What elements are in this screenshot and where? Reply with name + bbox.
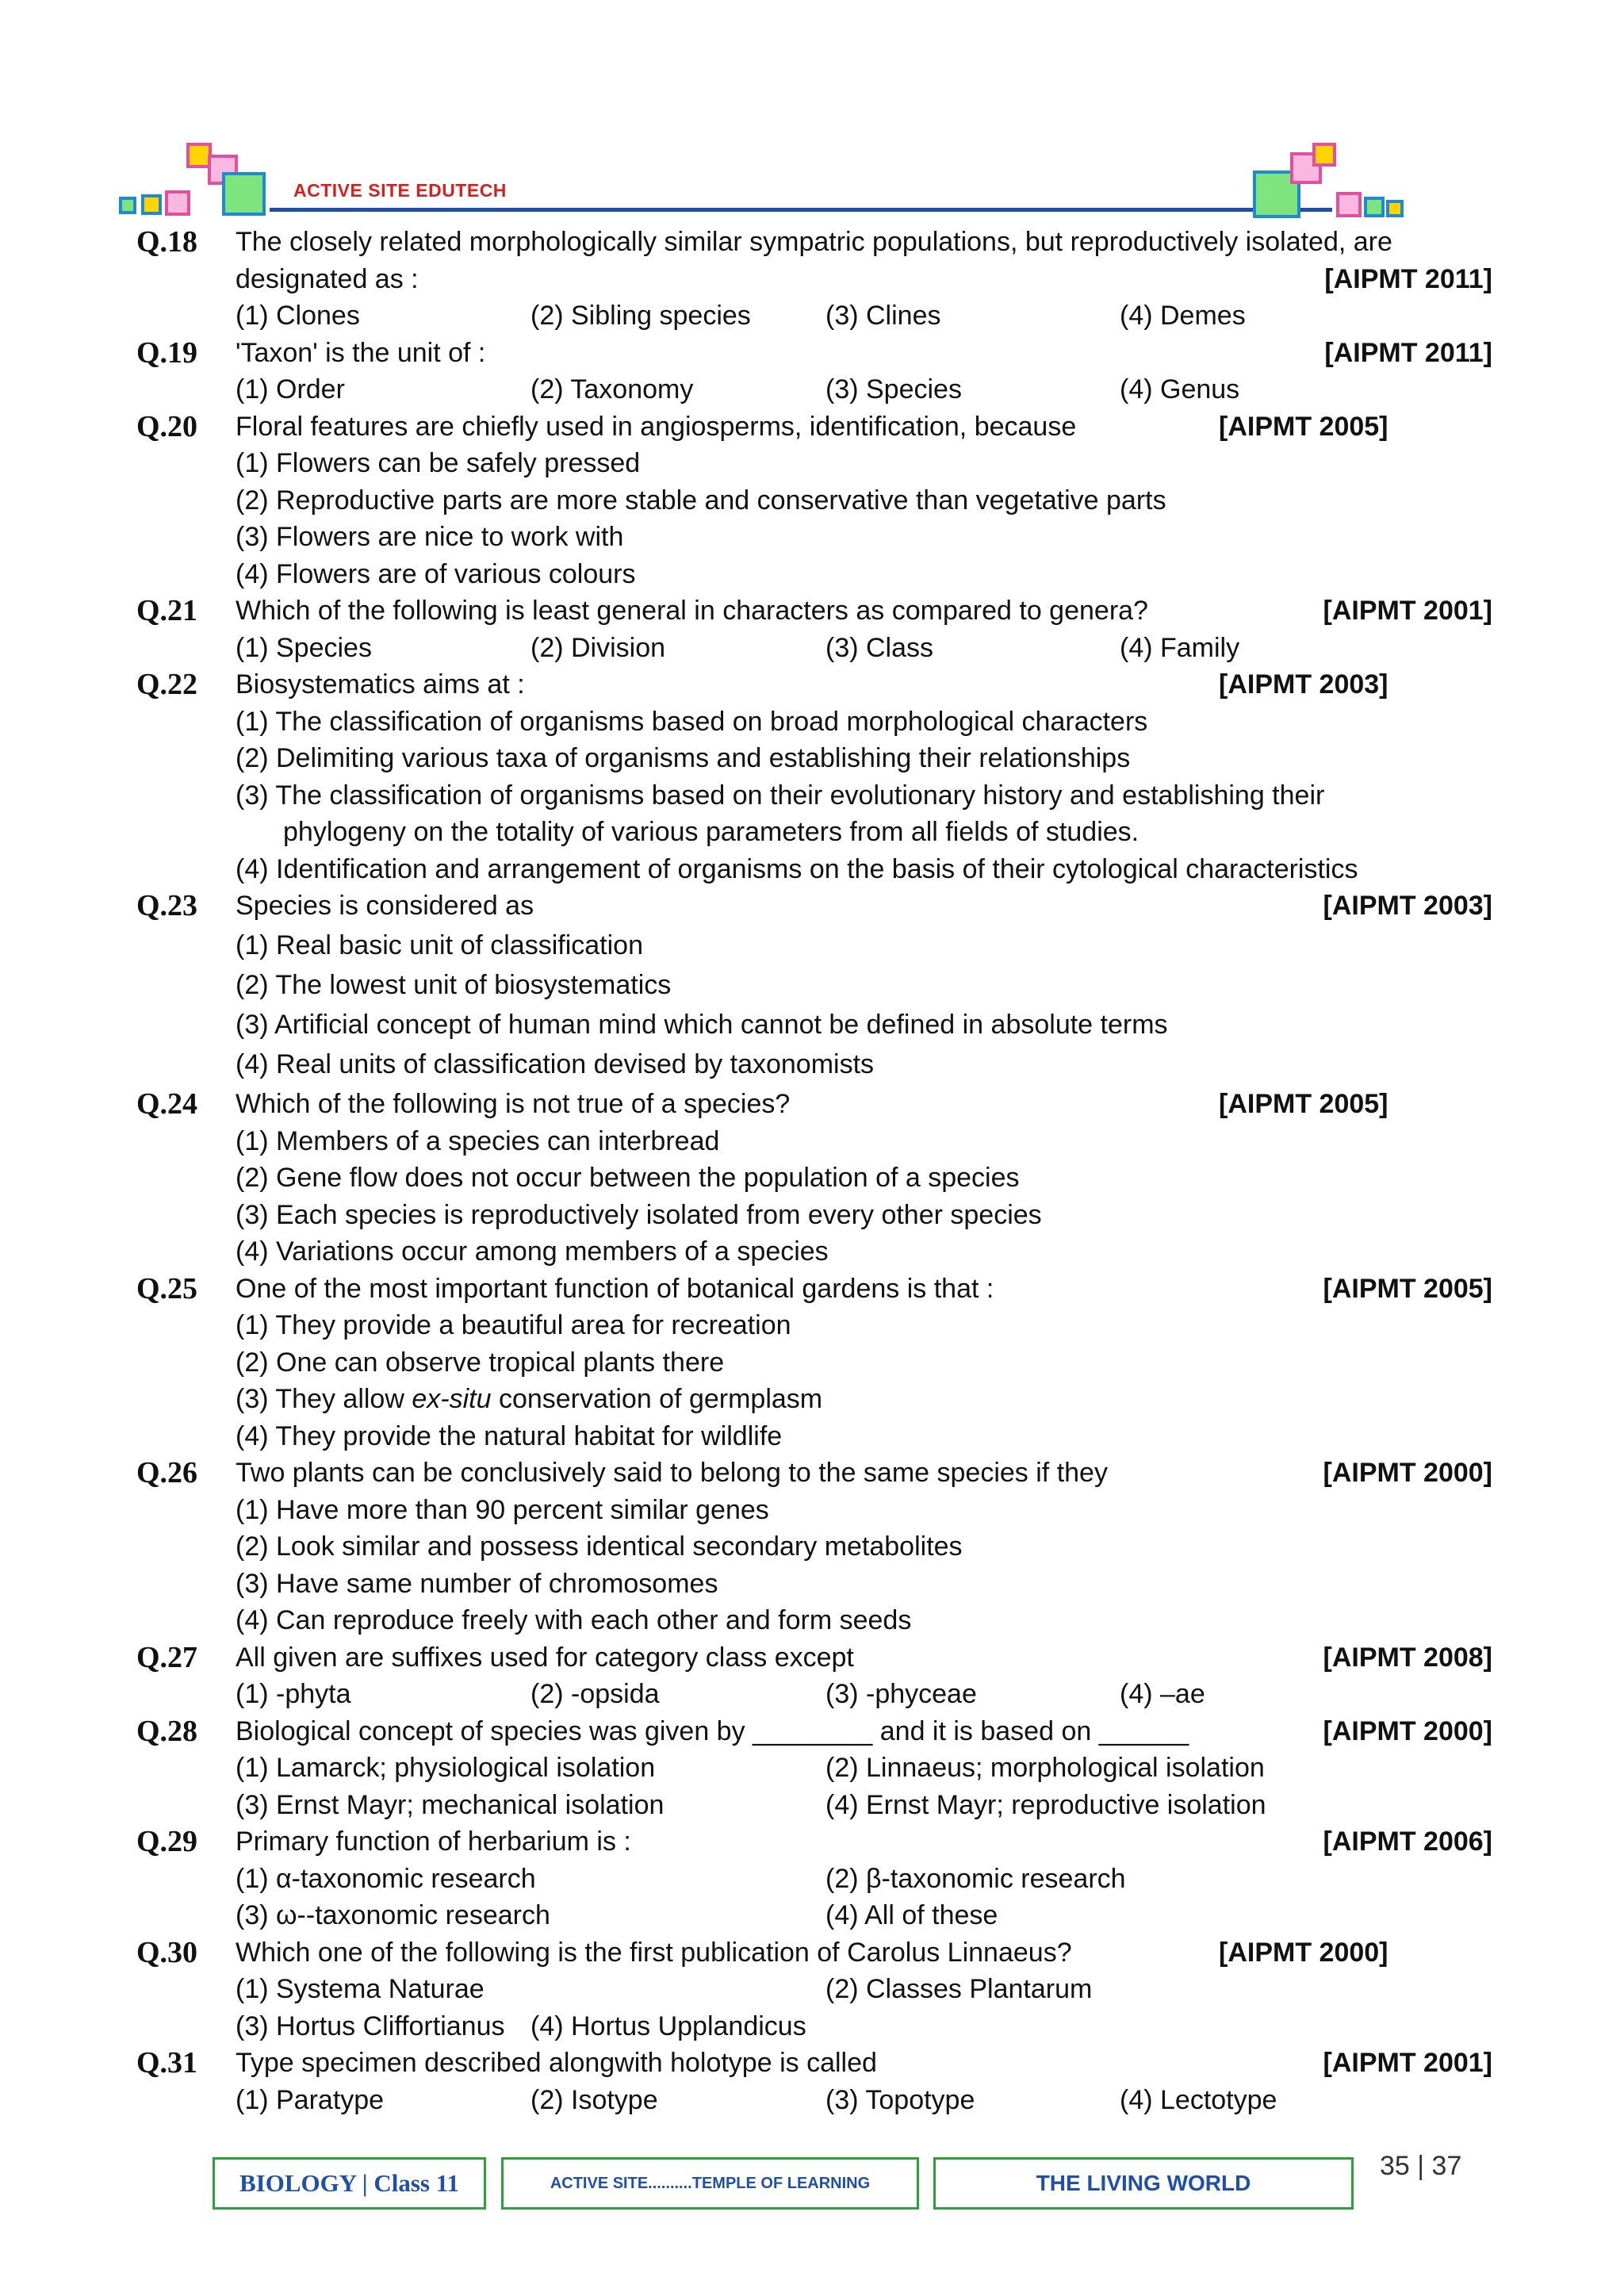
question-text: Which one of the following is the first publication of Carolus Linnaeus? [236,1937,1072,1968]
question-24 [136,1086,1492,1271]
question-19 [136,335,1492,408]
question-29 [136,1823,1492,1934]
option: (1) Have more than 90 percent similar genes [236,1494,769,1525]
option: (4) Flowers are of various colours [236,558,636,589]
question-text: Type specimen described alongwith holotype is called [236,2048,877,2078]
option: (1) They provide a beautiful area for recreation [236,1310,791,1340]
option: (3) Class [825,632,934,663]
option [236,1381,822,1418]
question-30 [136,1934,1492,2045]
option: (2) β-taxonomic research [825,1863,1126,1894]
question-text: The closely related morphologically similar sympatric populations, but reproductively isolated, are [236,227,1392,257]
question-22 [136,666,1492,887]
question-21 [136,592,1492,666]
option: (1) Clones [236,301,360,331]
exam-source: [AIPMT 2005] [1323,1273,1492,1304]
question-text: Biosystematics aims at : [236,669,525,700]
option: (1) Systema Naturae [236,1974,485,2004]
option: (2) Division [530,632,666,663]
question-number: Q.21 [136,594,198,627]
exam-source: [AIPMT 2001] [1323,596,1492,626]
page-header [119,135,1404,222]
exam-source: [AIPMT 2005] [1219,411,1388,442]
exam-source: [AIPMT 2000] [1219,1937,1388,1968]
option: (4) –ae [1120,1679,1205,1709]
question-number: Q.29 [136,1825,198,1858]
footer-subject: BIOLOGY | Class 11 [213,2157,486,2210]
option: (1) -phyta [236,1679,351,1709]
logo-square-icon [141,194,162,215]
option: (1) Species [236,632,372,663]
logo-square-icon [222,172,266,216]
option: (3) Topotype [825,2084,975,2115]
question-number: Q.31 [136,2046,198,2079]
option: (2) Delimiting various taxa of organisms and establishing their relationships [236,743,1131,773]
question-31 [136,2045,1492,2118]
option: (4) Genus [1120,374,1240,404]
option-prefix: (3) They allow [236,1384,412,1414]
question-text: One of the most important function of botanical gardens is that : [236,1273,994,1304]
option: (1) Order [236,374,345,404]
logo-square-icon [1336,192,1362,217]
exam-source: [AIPMT 2008] [1323,1642,1492,1673]
question-number: Q.20 [136,409,198,443]
question-number: Q.19 [136,335,198,370]
option: (1) Real basic unit of classification [236,930,644,960]
logo-square-icon [1364,197,1385,217]
question-number: Q.28 [136,1714,198,1748]
option: (1) α-taxonomic research [236,1863,536,1894]
question-number: Q.23 [136,889,198,922]
question-26 [136,1455,1492,1639]
italic-term: ex-situ [412,1384,492,1414]
option: (3) Species [825,374,962,404]
option: (1) Paratype [236,2084,385,2115]
option: (4) Demes [1120,301,1246,331]
exam-source: [AIPMT 2005] [1219,1089,1388,1119]
option-continuation: phylogeny on the totality of various parameters from all fields of studies. [283,817,1139,847]
question-text: Biological concept of species was given by ________ and it is based on ______ [236,1715,1189,1746]
exam-source: [AIPMT 2003] [1323,891,1492,921]
option: (3) Flowers are nice to work with [236,522,624,552]
option: (3) Artificial concept of human mind which cannot be defined in absolute terms [236,1010,1168,1040]
option: (1) Lamarck; physiological isolation [236,1753,656,1783]
option: (3) Hortus Cliffortianus [236,2010,505,2041]
question-18 [136,224,1492,335]
page-footer [213,2157,1481,2213]
question-text: All given are suffixes used for category class except [236,1642,854,1673]
question-text: Two plants can be conclusively said to belong to the same species if they [236,1458,1108,1488]
option: (4) Real units of classification devised by taxonomists [236,1049,875,1079]
option: (4) Family [1120,632,1240,663]
exam-source: [AIPMT 2011] [1324,337,1492,368]
question-text: Species is considered as [236,891,534,921]
option: (3) ω--taxonomic research [236,1900,550,1930]
option: (2) One can observe tropical plants there [236,1347,725,1378]
option: (4) Identification and arrangement of organisms on the basis of their cytological characteristics [236,853,1358,884]
question-number: Q.25 [136,1271,198,1305]
option: (2) Look similar and possess identical secondary metabolites [236,1531,963,1562]
option: (1) The classification of organisms based on broad morphological characters [236,706,1148,737]
option: (3) -phyceae [825,1679,977,1709]
question-number: Q.27 [136,1640,198,1674]
option-suffix: conservation of germplasm [491,1384,823,1414]
option: (3) The classification of organisms based on their evolutionary history and establishing their [236,780,1325,811]
option: (1) Members of a species can interbread [236,1125,720,1156]
option: (2) Sibling species [530,301,751,331]
question-number: Q.30 [136,1935,198,1969]
option: (3) Each species is reproductively isolated from every other species [236,1199,1042,1230]
option: (2) Isotype [530,2084,658,2115]
question-list [136,224,1492,2118]
question-text: designated as : [236,263,419,294]
question-text: Primary function of herbarium is : [236,1826,631,1857]
option: (2) -opsida [530,1679,660,1709]
question-23 [136,887,1492,1086]
option: (4) Lectotype [1120,2084,1277,2115]
option: (2) Linnaeus; morphological isolation [825,1753,1265,1783]
option: (4) They provide the natural habitat for wildlife [236,1420,783,1451]
exam-source: [AIPMT 2011] [1324,263,1492,294]
logo-square-icon [165,190,190,216]
option: (4) Variations occur among members of a species [236,1236,829,1267]
exam-source: [AIPMT 2000] [1323,1458,1492,1488]
question-20 [136,408,1492,593]
question-25 [136,1271,1492,1455]
page-number: 35 | 37 [1380,2151,1462,2181]
option: (4) Hortus Upplandicus [530,2010,806,2041]
question-text: Which of the following is least general in characters as compared to genera? [236,596,1148,626]
exam-source: [AIPMT 2001] [1323,2048,1492,2078]
header-rule [270,208,1332,212]
question-number: Q.18 [136,225,198,259]
question-text: Floral features are chiefly used in angiosperms, identification, because [236,411,1077,442]
question-text: 'Taxon' is the unit of : [236,337,486,368]
question-number: Q.26 [136,1456,198,1489]
option: (3) Have same number of chromosomes [236,1568,718,1599]
option: (2) Taxonomy [530,374,694,404]
option: (1) Flowers can be safely pressed [236,448,641,478]
exam-source: [AIPMT 2006] [1323,1826,1492,1857]
brand-name: ACTIVE SITE EDUTECH [293,180,507,201]
option: (4) Can reproduce freely with each other and form seeds [236,1605,912,1635]
footer-tagline: ACTIVE SITE..........TEMPLE OF LEARNING [501,2157,919,2210]
option: (2) Classes Plantarum [825,1974,1093,2004]
question-number: Q.24 [136,1087,198,1121]
logo-square-icon [1312,143,1336,167]
logo-square-icon [1386,200,1404,217]
question-28 [136,1713,1492,1824]
option: (2) The lowest unit of biosystematics [236,970,672,1000]
question-number: Q.22 [136,668,198,701]
option: (3) Ernst Mayr; mechanical isolation [236,1789,665,1820]
footer-chapter: THE LIVING WORLD [933,2157,1354,2210]
option: (2) Reproductive parts are more stable and conservative than vegetative parts [236,485,1166,516]
option: (2) Gene flow does not occur between the population of a species [236,1163,1020,1193]
question-27 [136,1639,1492,1713]
exam-source: [AIPMT 2000] [1323,1715,1492,1746]
option: (4) Ernst Mayr; reproductive isolation [825,1789,1266,1820]
exam-source: [AIPMT 2003] [1219,669,1388,700]
option: (3) Clines [825,301,941,331]
logo-square-icon [119,197,136,214]
question-text: Which of the following is not true of a species? [236,1089,791,1119]
option: (4) All of these [825,1900,998,1930]
